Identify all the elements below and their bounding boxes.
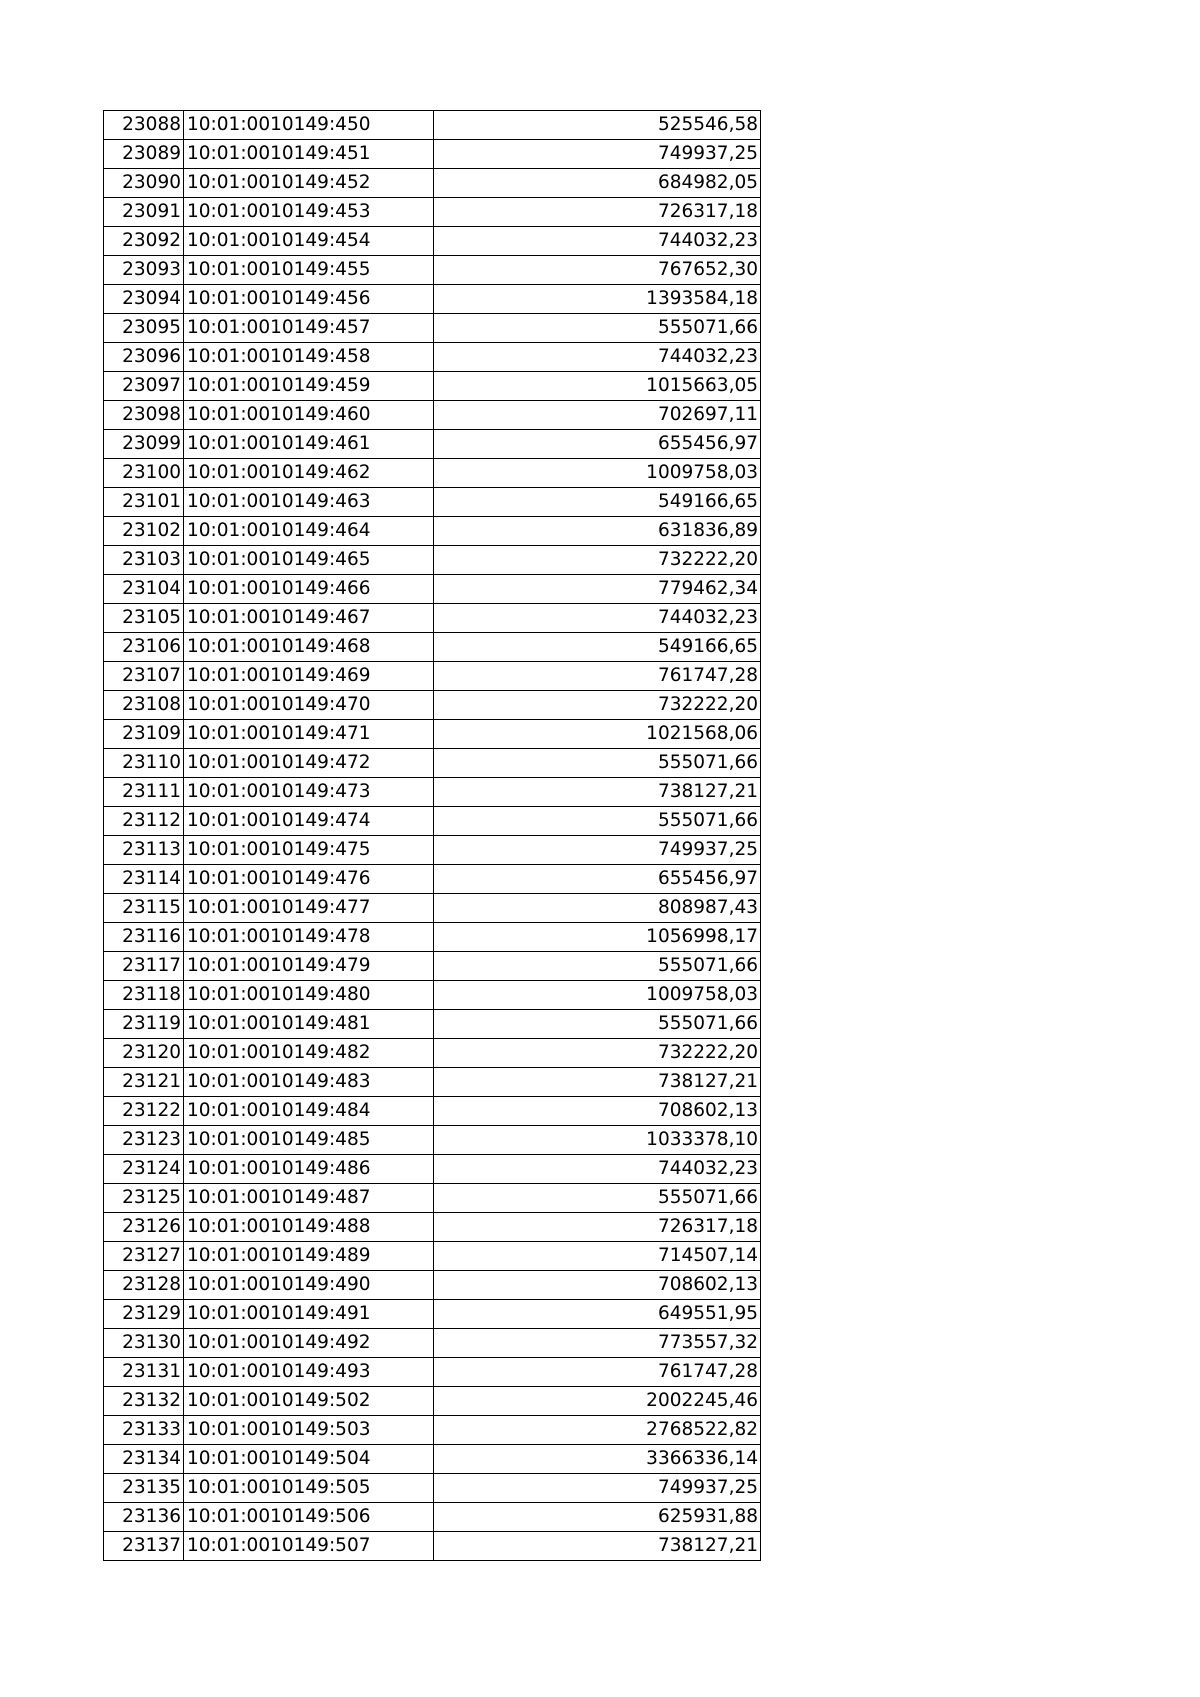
row-number-cell: 23103 <box>104 546 184 575</box>
row-number-cell: 23100 <box>104 459 184 488</box>
cadastral-number-cell: 10:01:0010149:493 <box>184 1358 434 1387</box>
cadastral-number-cell: 10:01:0010149:470 <box>184 691 434 720</box>
row-number-cell: 23136 <box>104 1503 184 1532</box>
cadastral-number-cell: 10:01:0010149:476 <box>184 865 434 894</box>
row-number-cell: 23095 <box>104 314 184 343</box>
table-row <box>104 401 761 430</box>
value-cell: 744032,23 <box>434 343 761 372</box>
row-number-cell: 23105 <box>104 604 184 633</box>
table-row <box>104 314 761 343</box>
value-cell: 738127,21 <box>434 778 761 807</box>
cadastral-number-cell: 10:01:0010149:466 <box>184 575 434 604</box>
value-cell: 625931,88 <box>434 1503 761 1532</box>
table-row <box>104 459 761 488</box>
cadastral-number-cell: 10:01:0010149:457 <box>184 314 434 343</box>
value-cell: 767652,30 <box>434 256 761 285</box>
value-cell: 708602,13 <box>434 1271 761 1300</box>
row-number-cell: 23128 <box>104 1271 184 1300</box>
value-cell: 555071,66 <box>434 807 761 836</box>
value-cell: 555071,66 <box>434 1184 761 1213</box>
cadastral-number-cell: 10:01:0010149:456 <box>184 285 434 314</box>
table-row <box>104 1358 761 1387</box>
value-cell: 1009758,03 <box>434 459 761 488</box>
value-cell: 525546,58 <box>434 111 761 140</box>
cadastral-number-cell: 10:01:0010149:483 <box>184 1068 434 1097</box>
table-row <box>104 1300 761 1329</box>
row-number-cell: 23116 <box>104 923 184 952</box>
row-number-cell: 23129 <box>104 1300 184 1329</box>
cadastral-number-cell: 10:01:0010149:502 <box>184 1387 434 1416</box>
cadastral-number-cell: 10:01:0010149:468 <box>184 633 434 662</box>
cadastral-number-cell: 10:01:0010149:475 <box>184 836 434 865</box>
value-cell: 808987,43 <box>434 894 761 923</box>
row-number-cell: 23125 <box>104 1184 184 1213</box>
value-cell: 714507,14 <box>434 1242 761 1271</box>
table-row <box>104 169 761 198</box>
table-row <box>104 604 761 633</box>
row-number-cell: 23094 <box>104 285 184 314</box>
value-cell: 749937,25 <box>434 140 761 169</box>
row-number-cell: 23096 <box>104 343 184 372</box>
value-cell: 761747,28 <box>434 1358 761 1387</box>
table-row <box>104 372 761 401</box>
table-row <box>104 1242 761 1271</box>
table-row <box>104 1010 761 1039</box>
row-number-cell: 23101 <box>104 488 184 517</box>
cadastral-number-cell: 10:01:0010149:504 <box>184 1445 434 1474</box>
cadastral-number-cell: 10:01:0010149:467 <box>184 604 434 633</box>
row-number-cell: 23135 <box>104 1474 184 1503</box>
cadastral-number-cell: 10:01:0010149:485 <box>184 1126 434 1155</box>
row-number-cell: 23088 <box>104 111 184 140</box>
table-row <box>104 952 761 981</box>
value-cell: 761747,28 <box>434 662 761 691</box>
table-row <box>104 923 761 952</box>
value-cell: 1033378,10 <box>434 1126 761 1155</box>
value-cell: 1393584,18 <box>434 285 761 314</box>
table-row <box>104 865 761 894</box>
row-number-cell: 23089 <box>104 140 184 169</box>
row-number-cell: 23130 <box>104 1329 184 1358</box>
cadastral-number-cell: 10:01:0010149:477 <box>184 894 434 923</box>
row-number-cell: 23109 <box>104 720 184 749</box>
value-cell: 655456,97 <box>434 430 761 459</box>
table-row <box>104 517 761 546</box>
cadastral-number-cell: 10:01:0010149:481 <box>184 1010 434 1039</box>
table-row <box>104 575 761 604</box>
table-row <box>104 1213 761 1242</box>
cadastral-number-cell: 10:01:0010149:463 <box>184 488 434 517</box>
row-number-cell: 23104 <box>104 575 184 604</box>
value-cell: 702697,11 <box>434 401 761 430</box>
table-row <box>104 1184 761 1213</box>
table-row <box>104 1503 761 1532</box>
row-number-cell: 23121 <box>104 1068 184 1097</box>
value-cell: 738127,21 <box>434 1068 761 1097</box>
cadastral-number-cell: 10:01:0010149:469 <box>184 662 434 691</box>
row-number-cell: 23107 <box>104 662 184 691</box>
value-cell: 549166,65 <box>434 633 761 662</box>
table-row <box>104 691 761 720</box>
value-cell: 549166,65 <box>434 488 761 517</box>
row-number-cell: 23117 <box>104 952 184 981</box>
cadastral-number-cell: 10:01:0010149:503 <box>184 1416 434 1445</box>
value-cell: 631836,89 <box>434 517 761 546</box>
value-cell: 732222,20 <box>434 1039 761 1068</box>
table-row <box>104 1155 761 1184</box>
row-number-cell: 23092 <box>104 227 184 256</box>
value-cell: 1056998,17 <box>434 923 761 952</box>
value-cell: 649551,95 <box>434 1300 761 1329</box>
value-cell: 655456,97 <box>434 865 761 894</box>
value-cell: 749937,25 <box>434 836 761 865</box>
value-cell: 779462,34 <box>434 575 761 604</box>
table-row <box>104 1445 761 1474</box>
value-cell: 708602,13 <box>434 1097 761 1126</box>
table-row <box>104 111 761 140</box>
row-number-cell: 23127 <box>104 1242 184 1271</box>
table-row <box>104 1532 761 1561</box>
table-row <box>104 1416 761 1445</box>
value-cell: 3366336,14 <box>434 1445 761 1474</box>
row-number-cell: 23112 <box>104 807 184 836</box>
cadastral-number-cell: 10:01:0010149:471 <box>184 720 434 749</box>
table-row <box>104 546 761 575</box>
row-number-cell: 23122 <box>104 1097 184 1126</box>
cadastral-number-cell: 10:01:0010149:479 <box>184 952 434 981</box>
value-cell: 744032,23 <box>434 604 761 633</box>
value-cell: 744032,23 <box>434 227 761 256</box>
row-number-cell: 23133 <box>104 1416 184 1445</box>
cadastral-number-cell: 10:01:0010149:491 <box>184 1300 434 1329</box>
value-cell: 773557,32 <box>434 1329 761 1358</box>
row-number-cell: 23131 <box>104 1358 184 1387</box>
row-number-cell: 23120 <box>104 1039 184 1068</box>
value-cell: 2002245,46 <box>434 1387 761 1416</box>
table-row <box>104 633 761 662</box>
cadastral-number-cell: 10:01:0010149:490 <box>184 1271 434 1300</box>
table-row <box>104 227 761 256</box>
cadastral-number-cell: 10:01:0010149:465 <box>184 546 434 575</box>
value-cell: 2768522,82 <box>434 1416 761 1445</box>
cadastral-number-cell: 10:01:0010149:462 <box>184 459 434 488</box>
cadastral-number-cell: 10:01:0010149:453 <box>184 198 434 227</box>
table-row <box>104 981 761 1010</box>
row-number-cell: 23106 <box>104 633 184 662</box>
row-number-cell: 23098 <box>104 401 184 430</box>
row-number-cell: 23111 <box>104 778 184 807</box>
cadastral-number-cell: 10:01:0010149:458 <box>184 343 434 372</box>
row-number-cell: 23132 <box>104 1387 184 1416</box>
row-number-cell: 23108 <box>104 691 184 720</box>
table-row <box>104 749 761 778</box>
table-row <box>104 807 761 836</box>
cadastral-number-cell: 10:01:0010149:450 <box>184 111 434 140</box>
cadastral-number-cell: 10:01:0010149:492 <box>184 1329 434 1358</box>
table-row <box>104 198 761 227</box>
table-row <box>104 140 761 169</box>
table-row <box>104 720 761 749</box>
value-cell: 738127,21 <box>434 1532 761 1561</box>
table-row <box>104 1126 761 1155</box>
value-cell: 555071,66 <box>434 749 761 778</box>
cadastral-number-cell: 10:01:0010149:451 <box>184 140 434 169</box>
row-number-cell: 23115 <box>104 894 184 923</box>
table-row <box>104 285 761 314</box>
cadastral-number-cell: 10:01:0010149:454 <box>184 227 434 256</box>
row-number-cell: 23093 <box>104 256 184 285</box>
row-number-cell: 23114 <box>104 865 184 894</box>
table-row <box>104 256 761 285</box>
cadastral-number-cell: 10:01:0010149:482 <box>184 1039 434 1068</box>
row-number-cell: 23102 <box>104 517 184 546</box>
table-row <box>104 1329 761 1358</box>
cadastral-number-cell: 10:01:0010149:461 <box>184 430 434 459</box>
value-cell: 684982,05 <box>434 169 761 198</box>
cadastral-number-cell: 10:01:0010149:459 <box>184 372 434 401</box>
table-row <box>104 1097 761 1126</box>
row-number-cell: 23124 <box>104 1155 184 1184</box>
row-number-cell: 23118 <box>104 981 184 1010</box>
row-number-cell: 23097 <box>104 372 184 401</box>
table-row <box>104 1271 761 1300</box>
value-cell: 555071,66 <box>434 952 761 981</box>
table-body <box>104 111 761 1561</box>
cadastral-number-cell: 10:01:0010149:486 <box>184 1155 434 1184</box>
cadastral-number-cell: 10:01:0010149:473 <box>184 778 434 807</box>
row-number-cell: 23119 <box>104 1010 184 1039</box>
value-cell: 749937,25 <box>434 1474 761 1503</box>
table-row <box>104 430 761 459</box>
value-cell: 732222,20 <box>434 546 761 575</box>
row-number-cell: 23110 <box>104 749 184 778</box>
table-row <box>104 1039 761 1068</box>
value-cell: 555071,66 <box>434 1010 761 1039</box>
cadastral-number-cell: 10:01:0010149:452 <box>184 169 434 198</box>
cadastral-number-cell: 10:01:0010149:478 <box>184 923 434 952</box>
value-cell: 1021568,06 <box>434 720 761 749</box>
cadastral-number-cell: 10:01:0010149:480 <box>184 981 434 1010</box>
value-cell: 726317,18 <box>434 198 761 227</box>
cadastral-number-cell: 10:01:0010149:464 <box>184 517 434 546</box>
cadastral-number-cell: 10:01:0010149:489 <box>184 1242 434 1271</box>
table-row <box>104 1387 761 1416</box>
cadastral-number-cell: 10:01:0010149:460 <box>184 401 434 430</box>
cadastral-number-cell: 10:01:0010149:507 <box>184 1532 434 1561</box>
cadastral-number-cell: 10:01:0010149:505 <box>184 1474 434 1503</box>
row-number-cell: 23099 <box>104 430 184 459</box>
row-number-cell: 23126 <box>104 1213 184 1242</box>
value-cell: 1009758,03 <box>434 981 761 1010</box>
row-number-cell: 23113 <box>104 836 184 865</box>
table-row <box>104 488 761 517</box>
row-number-cell: 23090 <box>104 169 184 198</box>
cadastral-number-cell: 10:01:0010149:487 <box>184 1184 434 1213</box>
table-row <box>104 778 761 807</box>
cadastral-number-cell: 10:01:0010149:488 <box>184 1213 434 1242</box>
value-cell: 726317,18 <box>434 1213 761 1242</box>
cadastral-number-cell: 10:01:0010149:506 <box>184 1503 434 1532</box>
row-number-cell: 23137 <box>104 1532 184 1561</box>
value-cell: 744032,23 <box>434 1155 761 1184</box>
cadastral-number-cell: 10:01:0010149:455 <box>184 256 434 285</box>
row-number-cell: 23091 <box>104 198 184 227</box>
table-row <box>104 836 761 865</box>
table-row <box>104 894 761 923</box>
table-row <box>104 662 761 691</box>
value-cell: 1015663,05 <box>434 372 761 401</box>
table-row <box>104 1474 761 1503</box>
table-row <box>104 343 761 372</box>
table-row <box>104 1068 761 1097</box>
value-cell: 732222,20 <box>434 691 761 720</box>
row-number-cell: 23134 <box>104 1445 184 1474</box>
value-cell: 555071,66 <box>434 314 761 343</box>
cadastral-number-cell: 10:01:0010149:474 <box>184 807 434 836</box>
cadastral-value-table <box>103 110 761 1561</box>
cadastral-number-cell: 10:01:0010149:484 <box>184 1097 434 1126</box>
cadastral-number-cell: 10:01:0010149:472 <box>184 749 434 778</box>
row-number-cell: 23123 <box>104 1126 184 1155</box>
